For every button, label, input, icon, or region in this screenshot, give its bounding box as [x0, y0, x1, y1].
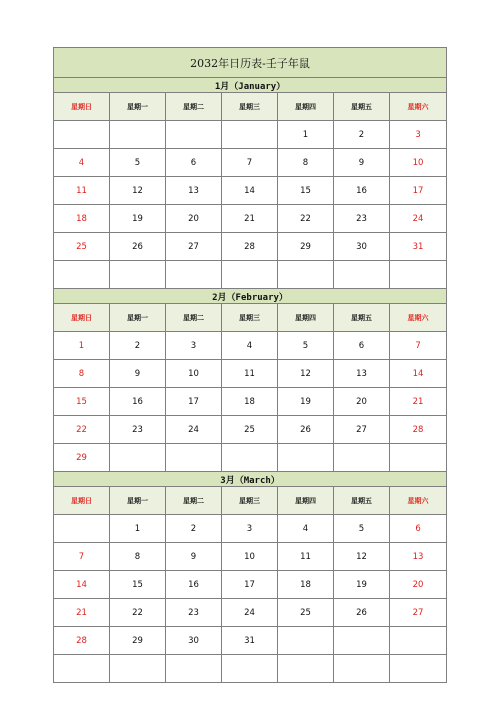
day-cell: 22	[278, 205, 334, 233]
week-row	[54, 571, 447, 599]
month-title: 2月（February）	[54, 289, 447, 304]
calendar-table	[53, 47, 447, 683]
day-cell: 16	[110, 388, 166, 416]
day-cell: 23	[166, 599, 222, 627]
week-row	[54, 149, 447, 177]
calendar-title: 2032年日历表-壬子年鼠	[54, 48, 447, 78]
month-header-row	[54, 472, 447, 487]
day-cell: 3	[390, 121, 447, 149]
day-cell: 27	[390, 599, 447, 627]
day-cell: 9	[334, 149, 390, 177]
empty-day-cell	[390, 627, 447, 655]
weekday-label: 星期二	[166, 93, 222, 121]
title-row	[54, 48, 447, 78]
empty-day-cell	[54, 261, 110, 289]
empty-day-cell	[110, 261, 166, 289]
day-cell: 29	[110, 627, 166, 655]
weekday-label: 星期五	[334, 93, 390, 121]
day-cell: 30	[166, 627, 222, 655]
day-cell: 24	[390, 205, 447, 233]
weekday-label: 星期日	[54, 304, 110, 332]
day-cell: 13	[334, 360, 390, 388]
calendar-body	[54, 48, 447, 683]
empty-day-cell	[222, 261, 278, 289]
day-cell: 10	[166, 360, 222, 388]
day-cell: 25	[222, 416, 278, 444]
week-row	[54, 388, 447, 416]
day-cell: 12	[110, 177, 166, 205]
day-cell: 11	[54, 177, 110, 205]
day-cell: 27	[334, 416, 390, 444]
day-cell: 6	[334, 332, 390, 360]
weekday-label: 星期二	[166, 304, 222, 332]
weekday-label: 星期三	[222, 487, 278, 515]
day-cell: 8	[278, 149, 334, 177]
day-cell: 19	[110, 205, 166, 233]
day-cell: 14	[390, 360, 447, 388]
weekday-header-row	[54, 304, 447, 332]
empty-day-cell	[166, 444, 222, 472]
day-cell: 10	[390, 149, 447, 177]
day-cell: 12	[334, 543, 390, 571]
weekday-label: 星期二	[166, 487, 222, 515]
weekday-label: 星期三	[222, 304, 278, 332]
month-title: 3月（March）	[54, 472, 447, 487]
day-cell: 14	[222, 177, 278, 205]
day-cell: 30	[334, 233, 390, 261]
day-cell: 15	[110, 571, 166, 599]
empty-day-cell	[110, 444, 166, 472]
weekday-label: 星期四	[278, 93, 334, 121]
day-cell: 16	[334, 177, 390, 205]
day-cell: 28	[222, 233, 278, 261]
empty-day-cell	[278, 627, 334, 655]
day-cell: 3	[222, 515, 278, 543]
week-row	[54, 444, 447, 472]
week-row	[54, 332, 447, 360]
day-cell: 13	[390, 543, 447, 571]
empty-day-cell	[110, 121, 166, 149]
week-row	[54, 515, 447, 543]
day-cell: 17	[222, 571, 278, 599]
day-cell: 31	[222, 627, 278, 655]
weekday-label: 星期六	[390, 93, 447, 121]
weekday-label: 星期日	[54, 93, 110, 121]
day-cell: 16	[166, 571, 222, 599]
day-cell: 23	[334, 205, 390, 233]
empty-day-cell	[222, 655, 278, 683]
day-cell: 7	[54, 543, 110, 571]
empty-day-cell	[166, 261, 222, 289]
day-cell: 6	[166, 149, 222, 177]
day-cell: 20	[166, 205, 222, 233]
day-cell: 18	[278, 571, 334, 599]
day-cell: 19	[278, 388, 334, 416]
day-cell: 11	[222, 360, 278, 388]
weekday-label: 星期六	[390, 487, 447, 515]
day-cell: 11	[278, 543, 334, 571]
week-row	[54, 655, 447, 683]
week-row	[54, 261, 447, 289]
empty-day-cell	[54, 515, 110, 543]
day-cell: 5	[110, 149, 166, 177]
empty-day-cell	[222, 121, 278, 149]
day-cell: 21	[222, 205, 278, 233]
empty-day-cell	[278, 655, 334, 683]
empty-day-cell	[334, 655, 390, 683]
day-cell: 8	[110, 543, 166, 571]
week-row	[54, 121, 447, 149]
week-row	[54, 177, 447, 205]
day-cell: 28	[54, 627, 110, 655]
day-cell: 25	[54, 233, 110, 261]
day-cell: 17	[390, 177, 447, 205]
weekday-header-row	[54, 93, 447, 121]
day-cell: 7	[222, 149, 278, 177]
month-header-row	[54, 78, 447, 93]
day-cell: 12	[278, 360, 334, 388]
day-cell: 22	[110, 599, 166, 627]
day-cell: 5	[334, 515, 390, 543]
day-cell: 23	[110, 416, 166, 444]
day-cell: 18	[54, 205, 110, 233]
month-header-row	[54, 289, 447, 304]
day-cell: 4	[278, 515, 334, 543]
weekday-label: 星期一	[110, 487, 166, 515]
month-title: 1月（January）	[54, 78, 447, 93]
day-cell: 29	[54, 444, 110, 472]
empty-day-cell	[334, 627, 390, 655]
day-cell: 8	[54, 360, 110, 388]
day-cell: 2	[110, 332, 166, 360]
day-cell: 31	[390, 233, 447, 261]
day-cell: 17	[166, 388, 222, 416]
empty-day-cell	[166, 121, 222, 149]
day-cell: 1	[110, 515, 166, 543]
day-cell: 9	[110, 360, 166, 388]
day-cell: 7	[390, 332, 447, 360]
week-row	[54, 205, 447, 233]
weekday-label: 星期四	[278, 487, 334, 515]
day-cell: 27	[166, 233, 222, 261]
week-row	[54, 599, 447, 627]
day-cell: 5	[278, 332, 334, 360]
day-cell: 3	[166, 332, 222, 360]
day-cell: 14	[54, 571, 110, 599]
weekday-label: 星期三	[222, 93, 278, 121]
weekday-label: 星期日	[54, 487, 110, 515]
weekday-label: 星期五	[334, 304, 390, 332]
day-cell: 20	[334, 388, 390, 416]
empty-day-cell	[110, 655, 166, 683]
empty-day-cell	[166, 655, 222, 683]
day-cell: 24	[222, 599, 278, 627]
day-cell: 4	[222, 332, 278, 360]
day-cell: 29	[278, 233, 334, 261]
day-cell: 4	[54, 149, 110, 177]
day-cell: 21	[54, 599, 110, 627]
day-cell: 9	[166, 543, 222, 571]
day-cell: 20	[390, 571, 447, 599]
day-cell: 22	[54, 416, 110, 444]
week-row	[54, 360, 447, 388]
day-cell: 15	[278, 177, 334, 205]
weekday-label: 星期一	[110, 304, 166, 332]
day-cell: 19	[334, 571, 390, 599]
day-cell: 2	[166, 515, 222, 543]
day-cell: 1	[278, 121, 334, 149]
day-cell: 10	[222, 543, 278, 571]
day-cell: 1	[54, 332, 110, 360]
weekday-header-row	[54, 487, 447, 515]
weekday-label: 星期五	[334, 487, 390, 515]
day-cell: 15	[54, 388, 110, 416]
weekday-label: 星期一	[110, 93, 166, 121]
week-row	[54, 233, 447, 261]
day-cell: 25	[278, 599, 334, 627]
empty-day-cell	[334, 444, 390, 472]
empty-day-cell	[54, 655, 110, 683]
day-cell: 26	[334, 599, 390, 627]
empty-day-cell	[390, 444, 447, 472]
day-cell: 6	[390, 515, 447, 543]
week-row	[54, 627, 447, 655]
day-cell: 21	[390, 388, 447, 416]
day-cell: 28	[390, 416, 447, 444]
empty-day-cell	[278, 444, 334, 472]
day-cell: 13	[166, 177, 222, 205]
empty-day-cell	[390, 655, 447, 683]
empty-day-cell	[390, 261, 447, 289]
empty-day-cell	[54, 121, 110, 149]
day-cell: 2	[334, 121, 390, 149]
day-cell: 24	[166, 416, 222, 444]
weekday-label: 星期四	[278, 304, 334, 332]
weekday-label: 星期六	[390, 304, 447, 332]
day-cell: 26	[278, 416, 334, 444]
empty-day-cell	[334, 261, 390, 289]
week-row	[54, 543, 447, 571]
empty-day-cell	[222, 444, 278, 472]
day-cell: 18	[222, 388, 278, 416]
week-row	[54, 416, 447, 444]
day-cell: 26	[110, 233, 166, 261]
empty-day-cell	[278, 261, 334, 289]
